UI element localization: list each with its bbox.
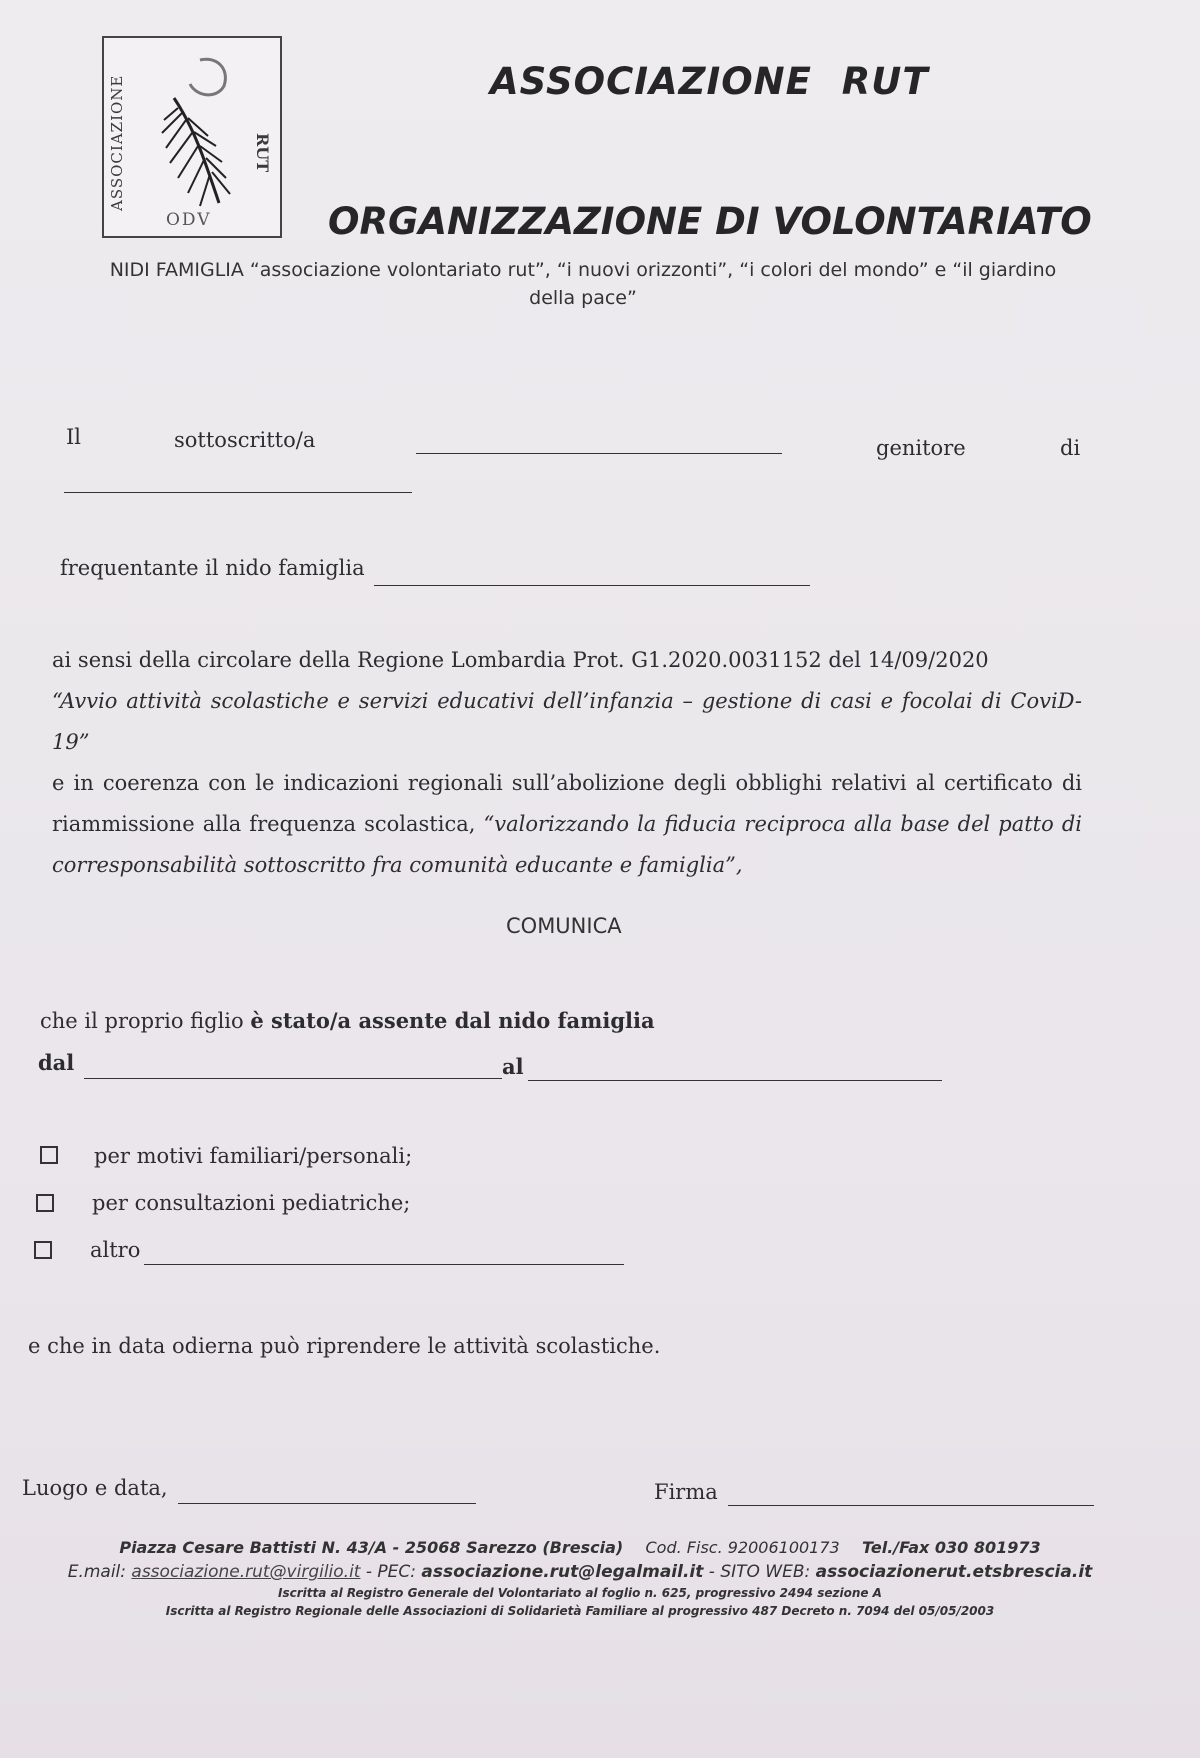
footer-pec-label: - PEC: [360,1562,417,1582]
sottoscritto-label: sottoscritto/a [174,428,316,452]
footer-cf: Cod. Fisc. 92006100173 [645,1538,840,1557]
logo-rut-text: RUT [253,133,272,173]
firma-label: Firma [654,1480,718,1504]
checkbox-motivi-familiari[interactable] [40,1146,58,1164]
circolare-paragraph [52,640,1082,886]
logo-side-text: ASSOCIAZIONE [108,74,126,212]
dal-date-field[interactable] [84,1078,502,1079]
sottoscritto-name-field[interactable] [416,453,782,454]
footer-address: Piazza Cesare Battisti N. 43/A - 25068 Sarezzo (Brescia) [119,1538,624,1557]
figlio-prefix: che il proprio figlio [40,1009,251,1033]
option-consultazioni: per consultazioni pediatriche; [92,1191,411,1215]
footer-contacts-line [0,1562,1160,1582]
frequentante-label: frequentante il nido famiglia [60,556,365,580]
paragraph-part-1: ai sensi della circolare della Regione Lombardia Prot. G1.2020.0031152 del 14/09/2020 [52,648,989,672]
association-logo [102,36,282,238]
checkbox-consultazioni[interactable] [36,1194,54,1212]
al-date-field[interactable] [528,1080,942,1081]
association-subtitle: ORGANIZZAZIONE DI VOLONTARIATO [328,200,1092,243]
footer-registry-line-2: Iscritta al Registro Regionale delle Associazioni di Solidarietà Familiare al progressivo 487 Decreto n. 7094 del 05/05/2003 [165,1604,995,1618]
al-label: al [502,1054,524,1079]
comunica-heading: COMUNICA [506,914,622,938]
paragraph-part-3: e in coerenza con le indicazioni regionali sull’abolizione degli obblighi relativi al certificato di riammissione alla frequenza scolastica, [52,771,1082,836]
child-name-field[interactable] [64,492,412,493]
nido-famiglia-field[interactable] [374,585,810,586]
footer-email-link[interactable]: associazione.rut@virgilio.it [131,1562,361,1582]
figlio-bold: è stato/a assente dal nido famiglia [250,1008,655,1033]
footer-web-link[interactable]: associazionerut.etsbrescia.it [815,1562,1093,1582]
nidi-famiglia-line: NIDI FAMIGLIA “associazione volontariato rut”, “i nuovi orizzonti”, “i colori del mondo” e “il giardino della pace” [109,259,1057,309]
paragraph-title-quote: “Avvio attività scolastiche e servizi educativi dell’infanzia – gestione di casi e focolai di CoviD-19” [52,689,1082,754]
footer-email-label: E.mail: [67,1562,126,1582]
firma-field[interactable] [728,1505,1094,1506]
di-label: di [1060,436,1081,460]
genitore-label: genitore [876,436,966,460]
figlio-statement [40,1008,655,1033]
association-title: ASSOCIAZIONE RUT [490,60,929,103]
dal-label: dal [38,1050,75,1075]
option-motivi-familiari: per motivi familiari/personali; [94,1144,413,1168]
footer-registry-line-1: Iscritta al Registro Generale del Volontariato al foglio n. 625, progressivo 2494 sezione A [278,1586,882,1600]
luogo-data-label: Luogo e data, [22,1476,168,1500]
il-label: Il [66,425,82,449]
checkbox-altro[interactable] [34,1241,52,1259]
footer-pec-link[interactable]: associazione.rut@legalmail.it [421,1562,704,1582]
footer-address-line [0,1538,1160,1557]
altro-field[interactable] [144,1264,624,1265]
option-altro: altro [90,1238,141,1262]
paragraph-quote: “valorizzando la fiducia reciproca alla base del patto di corresponsabilità sottoscritto fra comunità educante e famiglia”, [52,812,1083,877]
footer-web-label: - SITO WEB: [703,1562,811,1582]
footer-tel: Tel./Fax 030 801973 [862,1538,1041,1557]
logo-odv-text: ODV [166,210,212,230]
riprendere-statement: e che in data odierna può riprendere le attività scolastiche. [28,1334,661,1358]
luogo-data-field[interactable] [178,1503,476,1504]
